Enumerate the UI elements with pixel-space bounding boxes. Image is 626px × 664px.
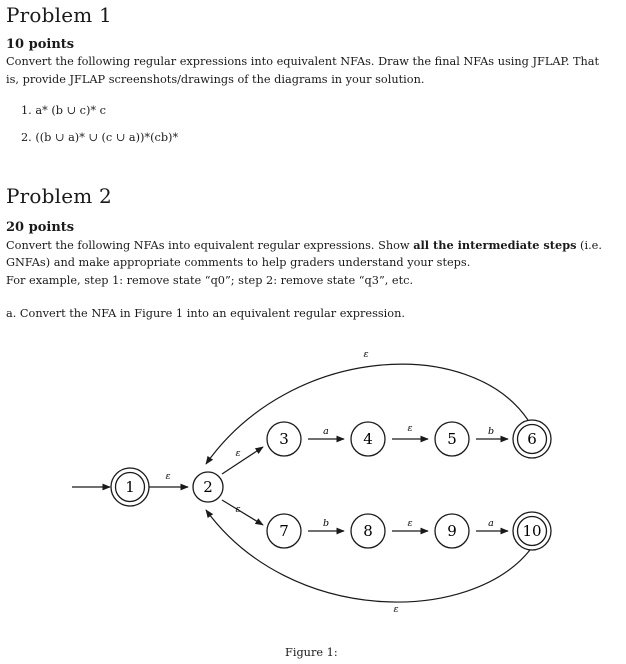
state-label-9: 9 — [447, 522, 457, 540]
state-label-10: 10 — [522, 522, 542, 540]
problem-2-text-line-3: For example, step 1: remove state “q0”; step 2: remove state “q3”, etc. — [6, 274, 414, 287]
problem-2-text-line-1: Convert the following NFAs into equivalent regular expressions. Show all the intermediate steps (i.e. — [6, 238, 602, 252]
problem-1-title: Problem 1 — [6, 3, 112, 27]
state-label-3: 3 — [279, 430, 289, 448]
label-5-6: b — [487, 426, 495, 437]
label-2-3: ε — [235, 448, 241, 459]
label-1-2: ε — [165, 471, 171, 482]
problem-2-points: 20 points — [6, 220, 75, 235]
figure-caption: Figure 1: — [285, 646, 338, 659]
label-6-2: ε — [363, 349, 369, 360]
state-label-4: 4 — [363, 430, 373, 448]
state-label-5: 5 — [447, 430, 457, 448]
state-label-1: 1 — [125, 478, 135, 496]
label-9-10: a — [488, 518, 494, 529]
problem-1-item-1: 1. a* (b ∪ c)* c — [21, 104, 106, 117]
problem-1-text-line-2: is, provide JFLAP screenshots/drawings of the diagrams in your solution. — [6, 73, 425, 86]
problem-1-item-2: 2. ((b ∪ a)* ∪ (c ∪ a))*(cb)* — [21, 131, 179, 144]
label-2-7: ε — [235, 504, 241, 515]
problem-1-text-line-1: Convert the following regular expressions into equivalent NFAs. Draw the final NFAs using JFLAP. That — [6, 55, 600, 68]
state-label-7: 7 — [279, 522, 289, 540]
problem-1-points: 10 points — [6, 37, 75, 52]
state-label-6: 6 — [527, 430, 537, 448]
problem-2-text-line-2: GNFAs) and make appropriate comments to help graders understand your steps. — [6, 256, 471, 269]
problem-2-title: Problem 2 — [6, 184, 112, 208]
edge-2-3 — [222, 447, 263, 474]
label-8-9: ε — [407, 518, 413, 529]
edge-2-7 — [222, 500, 263, 525]
label-4-5: ε — [407, 423, 413, 434]
label-7-8: b — [322, 518, 330, 529]
state-label-2: 2 — [203, 478, 213, 496]
emphasis-intermediate-steps: all the intermediate steps — [413, 238, 577, 252]
label-3-4: a — [323, 426, 329, 437]
problem-2-part-a: a. Convert the NFA in Figure 1 into an equivalent regular expression. — [6, 307, 405, 320]
label-10-2: ε — [393, 604, 399, 615]
state-label-8: 8 — [363, 522, 373, 540]
